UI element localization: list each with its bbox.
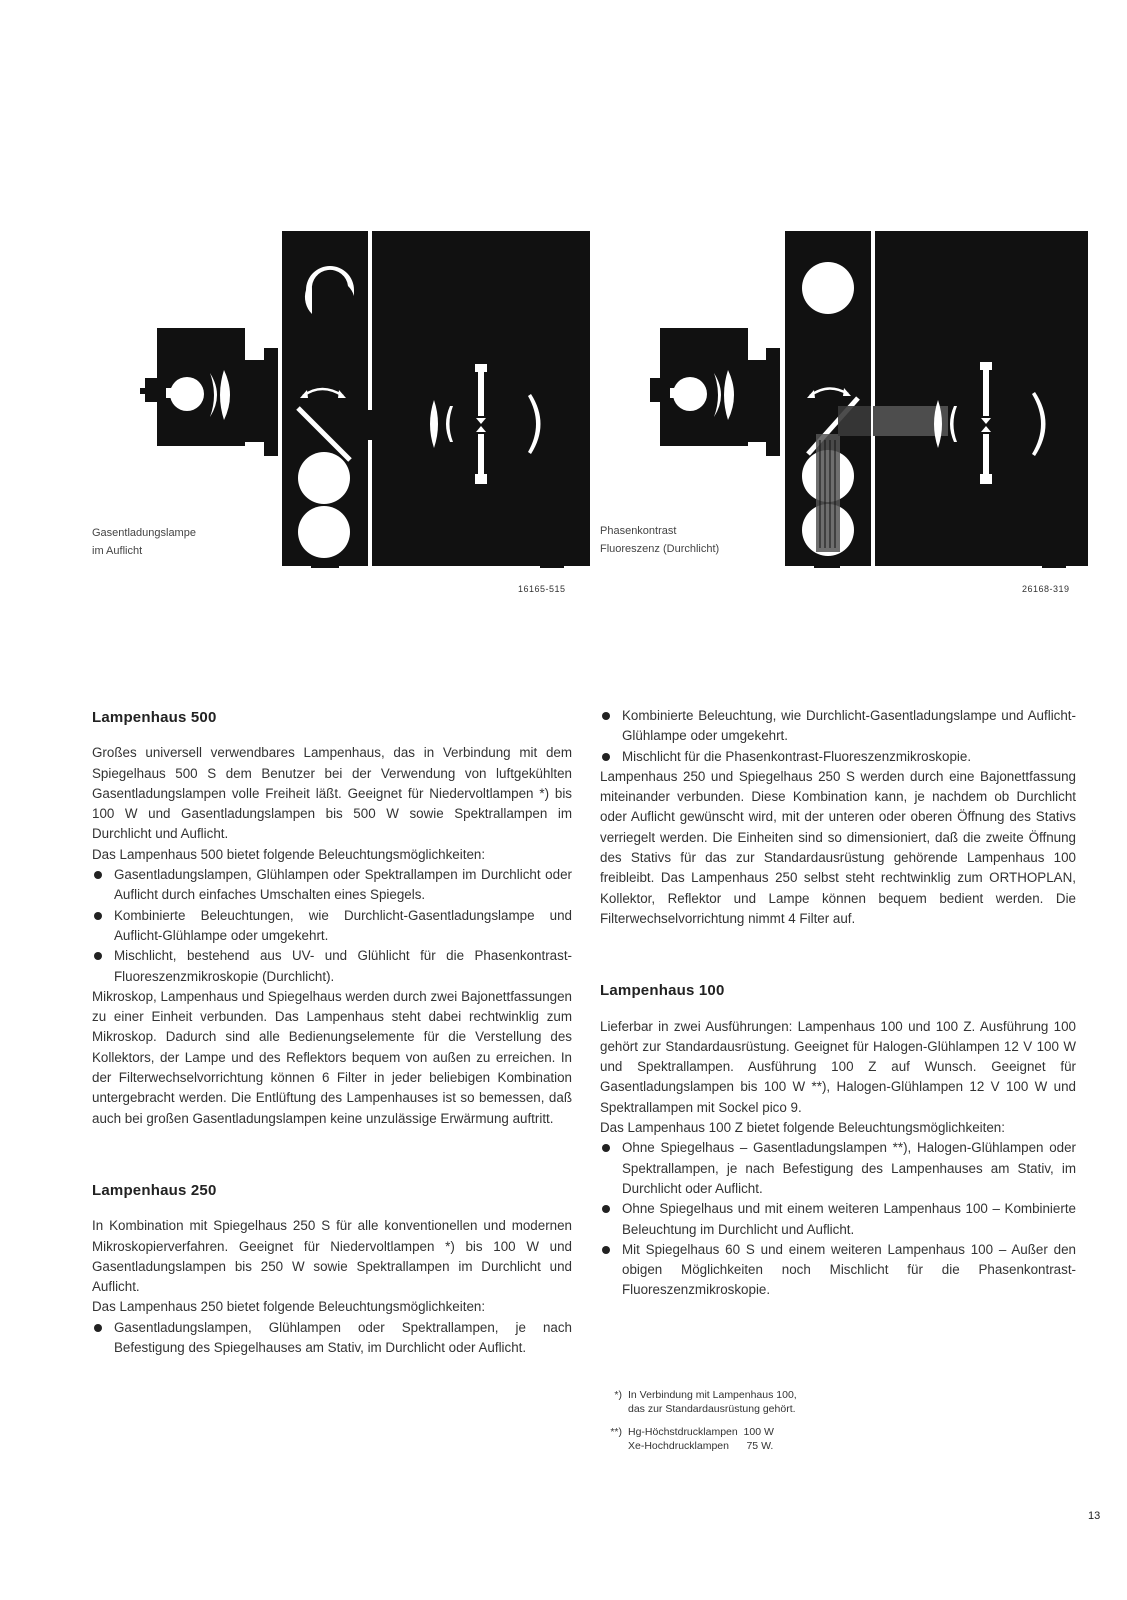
bullet-icon xyxy=(94,952,102,960)
lamp-nipple xyxy=(670,388,676,398)
caption-line: Fluoreszenz (Durchlicht) xyxy=(600,543,720,555)
footnote-mark: **) xyxy=(610,1426,622,1438)
bullet-icon xyxy=(94,912,102,920)
paragraph: Das Lampenhaus 250 bietet folgende Beleuchtungsmöglichkeiten: xyxy=(92,1299,486,1315)
bullet-icon xyxy=(602,753,610,761)
bullet-icon xyxy=(602,1246,610,1254)
electrode-bottom xyxy=(478,434,484,474)
section-heading: Lampenhaus 250 xyxy=(92,1181,217,1199)
mirror-house-foot xyxy=(311,566,339,568)
page-number: 13 xyxy=(1088,1510,1101,1522)
filter-1 xyxy=(298,452,350,504)
caption-line: im Auflicht xyxy=(92,545,143,557)
paragraph: Großes universell verwendbares Lampenhaus, das in Verbindung mit dem Spiegelhaus 500 S dem Benutzer bei der Verwendung von luftgekühlten Gasentladungslampen volle Freiheit läßt. Geeignet für Niedervoltlampen *) bis 100 W und Gasentladungslampen bis 500 W sowie Spektrallampen im Durchlicht und Auflicht. xyxy=(92,745,572,842)
list-item xyxy=(600,747,1076,767)
list-item xyxy=(92,1318,572,1359)
bullet-icon xyxy=(602,1144,610,1152)
footnote xyxy=(600,1425,797,1453)
electrode-top-cap xyxy=(475,364,487,372)
bullet-icon xyxy=(602,712,610,720)
filter-top xyxy=(802,262,854,314)
list-item-text: Gasentladungslampen, Glühlampen oder Spektrallampen, je nach Befestigung des Spiegelhauses am Stativ, im Durchlicht oder Auflicht. xyxy=(114,1319,572,1356)
stand-opening xyxy=(366,410,376,440)
bullet-list xyxy=(600,1138,1076,1300)
left-column xyxy=(92,708,572,1358)
bullet-list xyxy=(92,865,572,987)
figure-code: 16165-515 xyxy=(518,584,566,594)
adapter-flange xyxy=(766,348,780,456)
footnote-text: Hg-Höchstdrucklampen 100 W Xe-Hochdrucklampen 75 W. xyxy=(628,1426,774,1452)
bullet-icon xyxy=(602,1205,610,1213)
figure-durchlicht xyxy=(648,228,1088,568)
bullet-list xyxy=(600,706,1076,767)
electrode-top-cap xyxy=(980,362,992,370)
footnote-mark: *) xyxy=(614,1389,622,1401)
figure-caption-durchlicht xyxy=(600,522,719,558)
list-item xyxy=(600,1199,1076,1240)
paragraph: Das Lampenhaus 500 bietet folgende Beleuchtungsmöglichkeiten: xyxy=(92,846,486,862)
stand-foot xyxy=(540,566,564,568)
bullet-icon xyxy=(94,1324,102,1332)
paragraph: In Kombination mit Spiegelhaus 250 S für alle konventionellen und modernen Mikroskopierverfahren. Geeignet für Niedervoltlampen *) bis 100 W und Gasentladungslampen bis 250 W sowie Spektrallampen im Durchlicht und Auflicht. xyxy=(92,1218,572,1295)
footnotes xyxy=(600,1388,797,1462)
list-item-text: Gasentladungslampen, Glühlampen oder Spektrallampen im Durchlicht oder Auflicht durch einfaches Umschalten eines Spiegels. xyxy=(114,867,572,903)
list-item xyxy=(600,1240,1076,1301)
footnote xyxy=(600,1388,797,1416)
electrode-top xyxy=(983,370,989,416)
lamp-socket xyxy=(650,378,664,402)
paragraph: Das Lampenhaus 100 Z bietet folgende Beleuchtungsmöglichkeiten: xyxy=(600,1120,1005,1136)
list-item-text: Ohne Spiegelhaus – Gasentladungslampen **), Halogen-Glühlampen oder Spektrallampen, je nach Befestigung des Lampenhauses am Stativ, im Durchlicht oder Auflicht. xyxy=(622,1140,1076,1196)
lamp-nipple xyxy=(166,388,172,398)
bullet-icon xyxy=(94,871,102,879)
list-item-text: Mischlicht für die Phasenkontrast-Fluoreszenzmikroskopie. xyxy=(622,748,972,764)
lamp-diagram-durchlicht xyxy=(648,228,1088,568)
list-item-text: Kombinierte Beleuchtungen, wie Durchlicht-Gasentladungslampe und Auflicht-Glühlampe oder umgekehrt. xyxy=(114,907,572,943)
adapter-flange xyxy=(264,348,278,456)
paragraph: Lieferbar in zwei Ausführungen: Lampenhaus 100 und 100 Z. Ausführung 100 gehört zur Standardausrüstung. Geeignet für Halogen-Glühlampen 12 V 100 W und Spektrallampen. Ausführung 100 Z auf Wunsch. Geeignet für Gasentladungslampen bis 100 W **), Halogen-Glühlampen 12 V 100 W und Spektrallampen mit Sockel pico 9. xyxy=(600,1018,1076,1115)
bullet-list xyxy=(92,1318,572,1359)
electrode-bottom-cap xyxy=(980,474,992,484)
section-heading: Lampenhaus 100 xyxy=(600,982,725,1000)
list-item xyxy=(92,906,572,947)
list-item-text: Ohne Spiegelhaus und mit einem weiteren Lampenhaus 100 – Kombinierte Beleuchtung im Durchlicht und Auflicht. xyxy=(622,1201,1076,1237)
right-column xyxy=(600,706,1076,1301)
figure-code: 26168-319 xyxy=(1022,584,1070,594)
paragraph: Mikroskop, Lampenhaus und Spiegelhaus werden durch zwei Bajonettfassungen zu einer Einheit verbunden. Das Lampenhaus steht dabei rechtwinklig zum Mikroskop. Dadurch sind alle Bedienungselemente für die Verstellung des Kollektors, der Lampe und des Reflektors bequem von außen zu erreichen. In der Filterwechselvorrichtung können 6 Filter in jeder beliebigen Kombination untergebracht werden. Die Entlüftung des Lampenhauses ist so bemessen, daß auch bei großen Gasentladungslampen keine unzulässige Erwärmung auftritt. xyxy=(92,988,572,1126)
list-item-text: Mischlicht, bestehend aus UV- und Glühlicht für die Phasenkontrast-Fluoreszenzmikroskopie (Durchlicht). xyxy=(114,948,572,984)
lamp-bulb xyxy=(673,377,707,411)
stand-foot xyxy=(1042,566,1066,568)
list-item xyxy=(92,865,572,906)
list-item xyxy=(600,706,1076,747)
lamp-bulb xyxy=(170,377,204,411)
list-item-text: Mit Spiegelhaus 60 S und einem weiteren Lampenhaus 100 – Außer den obigen Möglichkeiten noch Mischlicht für die Phasenkontrast-Fluoreszenzmikroskopie. xyxy=(622,1241,1076,1298)
list-item xyxy=(600,1138,1076,1199)
lamp-plug xyxy=(140,388,148,394)
lamp-diagram-auflicht xyxy=(140,228,590,568)
caption-line: Gasentladungslampe xyxy=(92,527,196,539)
section-heading: Lampenhaus 500 xyxy=(92,709,217,726)
mirror-house-foot xyxy=(814,566,840,568)
electrode-bottom xyxy=(983,434,989,474)
electrode-bottom-cap xyxy=(475,474,487,484)
list-item xyxy=(92,946,572,987)
caption-line: Phasenkontrast xyxy=(600,525,677,537)
paragraph: Lampenhaus 250 und Spiegelhaus 250 S werden durch eine Bajonettfassung miteinander verbunden. Diese Kombination kann, je nachdem ob Durchlicht oder Auflicht gewünscht wird, mit der unteren oder oberen Öffnung des Stativs verriegelt werden. Die Einheiten sind so dimensioniert, daß die zweite Öffnung des Stativs für das zur Standardausrüstung gehörende Lampenhaus 100 freibleibt. Das Lampenhaus 250 selbst steht rechtwinklig zum ORTHOPLAN, Kollektor, Reflektor und Lampe können bequem bedient werden. Die Filterwechselvorrichtung nimmt 4 Filter auf. xyxy=(600,768,1076,926)
electrode-top xyxy=(478,372,484,416)
footnote-text: In Verbindung mit Lampenhaus 100, das zur Standardausrüstung gehört. xyxy=(628,1389,797,1415)
figure-auflicht xyxy=(140,228,590,568)
figure-caption-auflicht xyxy=(92,524,196,560)
list-item-text: Kombinierte Beleuchtung, wie Durchlicht-Gasentladungslampe und Auflicht-Glühlampe oder umgekehrt. xyxy=(622,708,1076,744)
filter-2 xyxy=(298,506,350,558)
